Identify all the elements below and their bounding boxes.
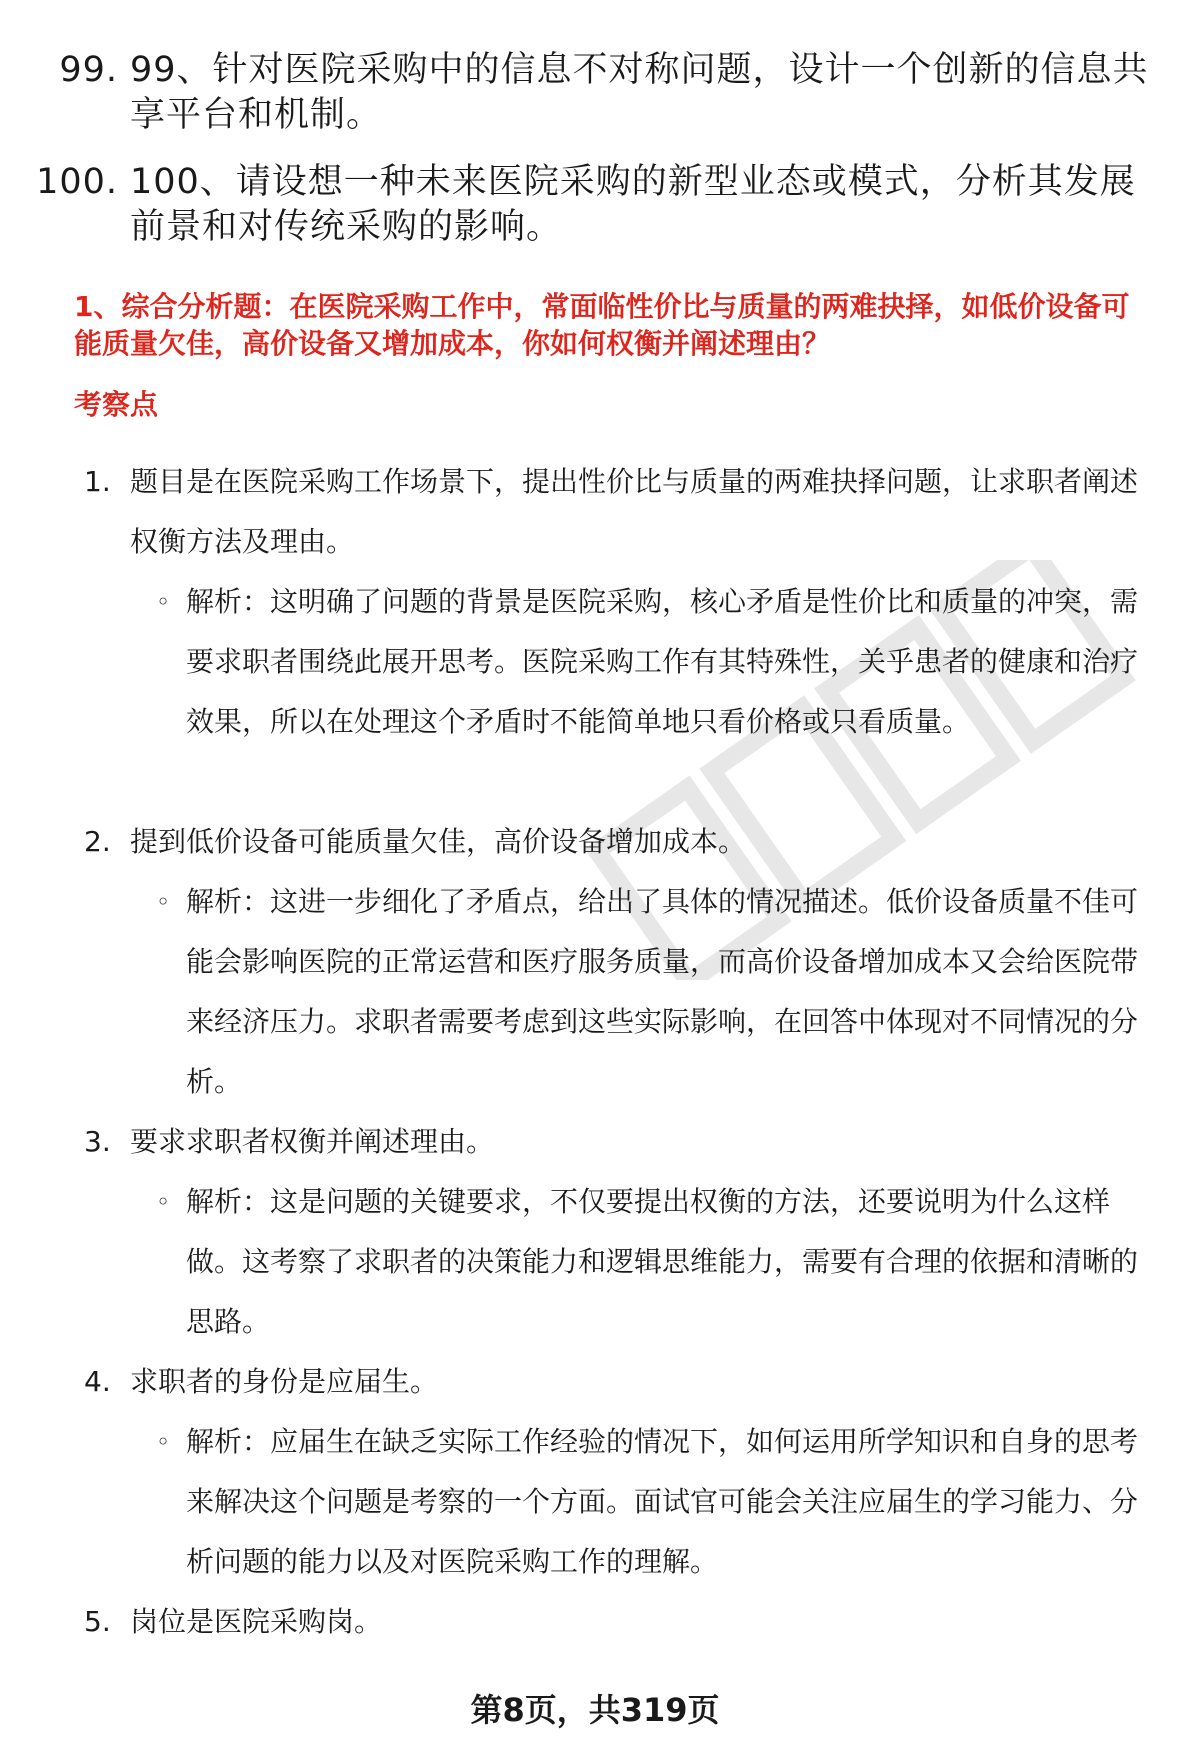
question-text: 100、请设想一种未来医院采购的新型业态或模式，分析其发展前景和对传统采购的影响。 (130, 162, 1136, 247)
question-99 (0, 48, 1190, 138)
list-number: 4. (84, 1365, 111, 1398)
question-100 (0, 160, 1190, 250)
section-subheading: 考察点 (74, 388, 159, 421)
analysis-text: 解析：这进一步细化了矛盾点，给出了具体的情况描述。低价设备质量不佳可能会影响医院的正常运营和医疗服务质量，而高价设备增加成本又会给医院带来经济压力。求职者需要考虑到这些实际影响，在回答中体现对不同情况的分析。 (186, 885, 1139, 1098)
analysis-item (0, 1172, 1190, 1352)
analysis-text: 解析：应届生在缺乏实际工作经验的情况下，如何运用所学知识和自身的思考来解决这个问题是考察的一个方面。面试官可能会关注应届生的学习能力、分析问题的能力以及对医院采购工作的理解。 (186, 1425, 1139, 1578)
question-number: 99. (59, 50, 118, 90)
list-text: 岗位是医院采购岗。 (130, 1605, 383, 1638)
list-text: 求职者的身份是应届生。 (130, 1365, 439, 1398)
list-item (0, 1112, 1190, 1172)
analysis-item (0, 572, 1190, 812)
list-text: 提到低价设备可能质量欠佳，高价设备增加成本。 (130, 825, 747, 858)
section-heading: 1、综合分析题：在医院采购工作中，常面临性价比与质量的两难抉择，如低价设备可能质量欠佳，高价设备又增加成本，你如何权衡并阐述理由？ (74, 290, 1130, 360)
page-number: 第8页，共319页 (470, 1691, 720, 1729)
analysis-item (0, 872, 1190, 1112)
question-text: 99、针对医院采购中的信息不对称问题，设计一个创新的信息共享平台和机制。 (130, 50, 1149, 135)
list-text: 要求求职者权衡并阐述理由。 (130, 1125, 495, 1158)
list-item (0, 812, 1190, 872)
analysis-text: 解析：这是问题的关键要求，不仅要提出权衡的方法，还要说明为什么这样做。这考察了求职者的决策能力和逻辑思维能力，需要有合理的依据和清晰的思路。 (186, 1185, 1139, 1338)
list-number: 5. (84, 1605, 111, 1638)
bullet-icon: ◦ (156, 888, 171, 916)
bullet-icon: ◦ (156, 1188, 171, 1216)
question-number: 100. (36, 162, 118, 202)
list-number: 1. (84, 465, 111, 498)
bullet-icon: ◦ (156, 588, 171, 616)
list-item (0, 1352, 1190, 1412)
analysis-text: 解析：这明确了问题的背景是医院采购，核心矛盾是性价比和质量的冲突，需要求职者围绕此展开思考。医院采购工作有其特殊性，关乎患者的健康和治疗效果，所以在处理这个矛盾时不能简单地只看价格或只看质量。 (186, 585, 1139, 738)
list-number: 3. (84, 1125, 111, 1158)
analysis-item (0, 1412, 1190, 1592)
list-number: 2. (84, 825, 111, 858)
list-item (0, 452, 1190, 572)
list-item (0, 1592, 1190, 1652)
bullet-icon: ◦ (156, 1428, 171, 1456)
list-text: 题目是在医院采购工作场景下，提出性价比与质量的两难抉择问题，让求职者阐述权衡方法及理由。 (130, 465, 1139, 558)
